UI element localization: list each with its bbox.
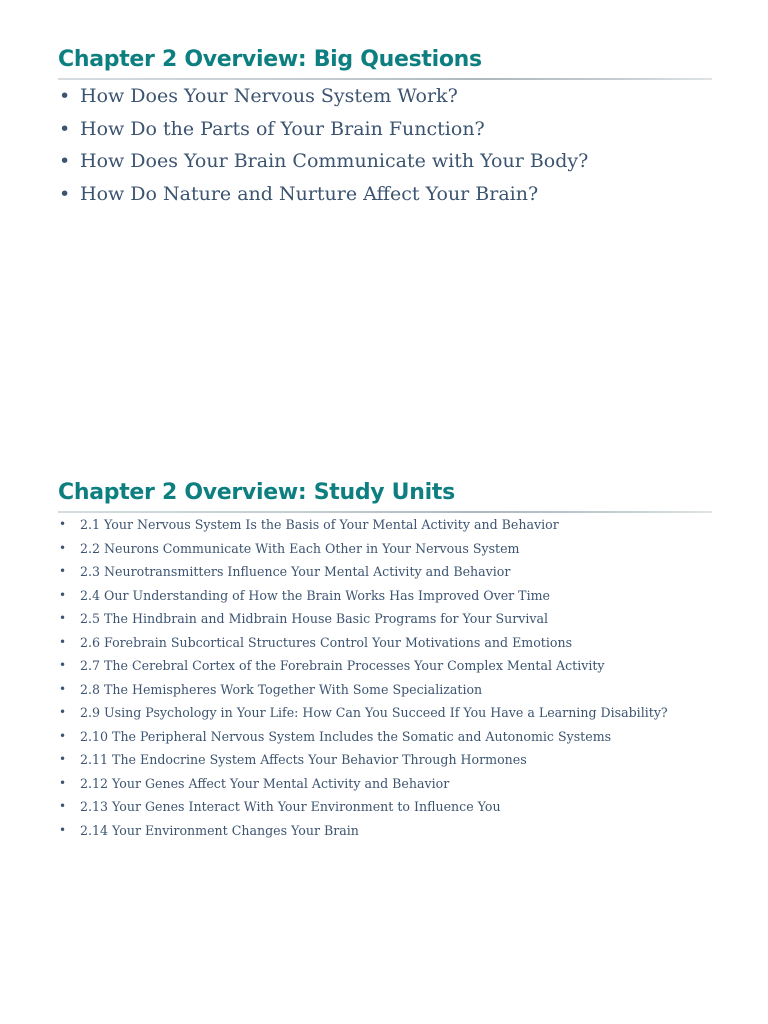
- list-item: [58, 772, 712, 796]
- list-item: [58, 80, 712, 113]
- question-text: How Does Your Brain Communicate with Your Body?: [80, 150, 589, 172]
- bullet-icon: •: [59, 728, 67, 743]
- list-item: [58, 678, 712, 702]
- bullet-icon: •: [59, 822, 67, 837]
- unit-text: 2.8 The Hemispheres Work Together With Some Specialization: [80, 681, 483, 697]
- unit-text: 2.6 Forebrain Subcortical Structures Control Your Motivations and Emotions: [80, 634, 573, 650]
- unit-text: 2.2 Neurons Communicate With Each Other in Your Nervous System: [80, 540, 520, 556]
- bullet-icon: •: [59, 587, 67, 602]
- bullet-icon: •: [59, 611, 67, 625]
- list-item: [58, 701, 712, 725]
- list-item: [58, 537, 712, 561]
- study-units-title: Chapter 2 Overview: Study Units: [58, 480, 455, 505]
- bullet-icon: •: [59, 540, 67, 555]
- question-text: How Do Nature and Nurture Affect Your Brain?: [80, 182, 539, 205]
- list-item: [58, 795, 712, 819]
- unit-text: 2.9 Using Psychology in Your Life: How Can You Succeed If You Have a Learning Disability?: [80, 705, 668, 720]
- list-item: [58, 584, 712, 608]
- unit-text: 2.11 The Endocrine System Affects Your Behavior Through Hormones: [80, 752, 527, 767]
- bullet-icon: •: [59, 799, 67, 813]
- study-units-list: [58, 513, 712, 842]
- bullet-icon: •: [59, 117, 71, 140]
- big-questions-title: Chapter 2 Overview: Big Questions: [58, 47, 482, 72]
- list-item: [58, 113, 712, 146]
- bullet-icon: •: [59, 150, 71, 172]
- list-item: [58, 560, 712, 584]
- list-item: [58, 725, 712, 749]
- list-item: [58, 654, 712, 678]
- list-item: [58, 631, 712, 655]
- list-item: [58, 145, 712, 178]
- study-units-slide: [58, 477, 712, 842]
- bullet-icon: •: [59, 517, 67, 531]
- list-item: [58, 178, 712, 211]
- unit-text: 2.5 The Hindbrain and Midbrain House Basic Programs for Your Survival: [80, 611, 549, 626]
- unit-text: 2.4 Our Understanding of How the Brain Works Has Improved Over Time: [80, 587, 551, 603]
- unit-text: 2.12 Your Genes Affect Your Mental Activity and Behavior: [80, 775, 450, 791]
- list-item: [58, 513, 712, 537]
- question-text: How Does Your Nervous System Work?: [80, 85, 458, 107]
- bullet-icon: •: [59, 564, 67, 578]
- list-item: [58, 819, 712, 843]
- bullet-icon: •: [59, 752, 67, 766]
- unit-text: 2.7 The Cerebral Cortex of the Forebrain Processes Your Complex Mental Activity: [80, 658, 605, 673]
- big-questions-slide: [58, 44, 712, 210]
- list-item: [58, 748, 712, 772]
- bullet-icon: •: [59, 182, 71, 205]
- big-questions-list: [58, 80, 712, 210]
- bullet-icon: •: [59, 658, 67, 672]
- bullet-icon: •: [59, 705, 67, 719]
- bullet-icon: •: [59, 85, 71, 107]
- bullet-icon: •: [59, 681, 67, 696]
- unit-text: 2.14 Your Environment Changes Your Brain: [80, 822, 359, 838]
- unit-text: 2.10 The Peripheral Nervous System Includes the Somatic and Autonomic Systems: [80, 728, 612, 744]
- unit-text: 2.13 Your Genes Interact With Your Environment to Influence You: [80, 799, 501, 814]
- unit-text: 2.3 Neurotransmitters Influence Your Mental Activity and Behavior: [80, 564, 511, 579]
- question-text: How Do the Parts of Your Brain Function?: [80, 117, 485, 140]
- bullet-icon: •: [59, 634, 67, 649]
- bullet-icon: •: [59, 775, 67, 790]
- unit-text: 2.1 Your Nervous System Is the Basis of Your Mental Activity and Behavior: [80, 517, 559, 532]
- list-item: [58, 607, 712, 631]
